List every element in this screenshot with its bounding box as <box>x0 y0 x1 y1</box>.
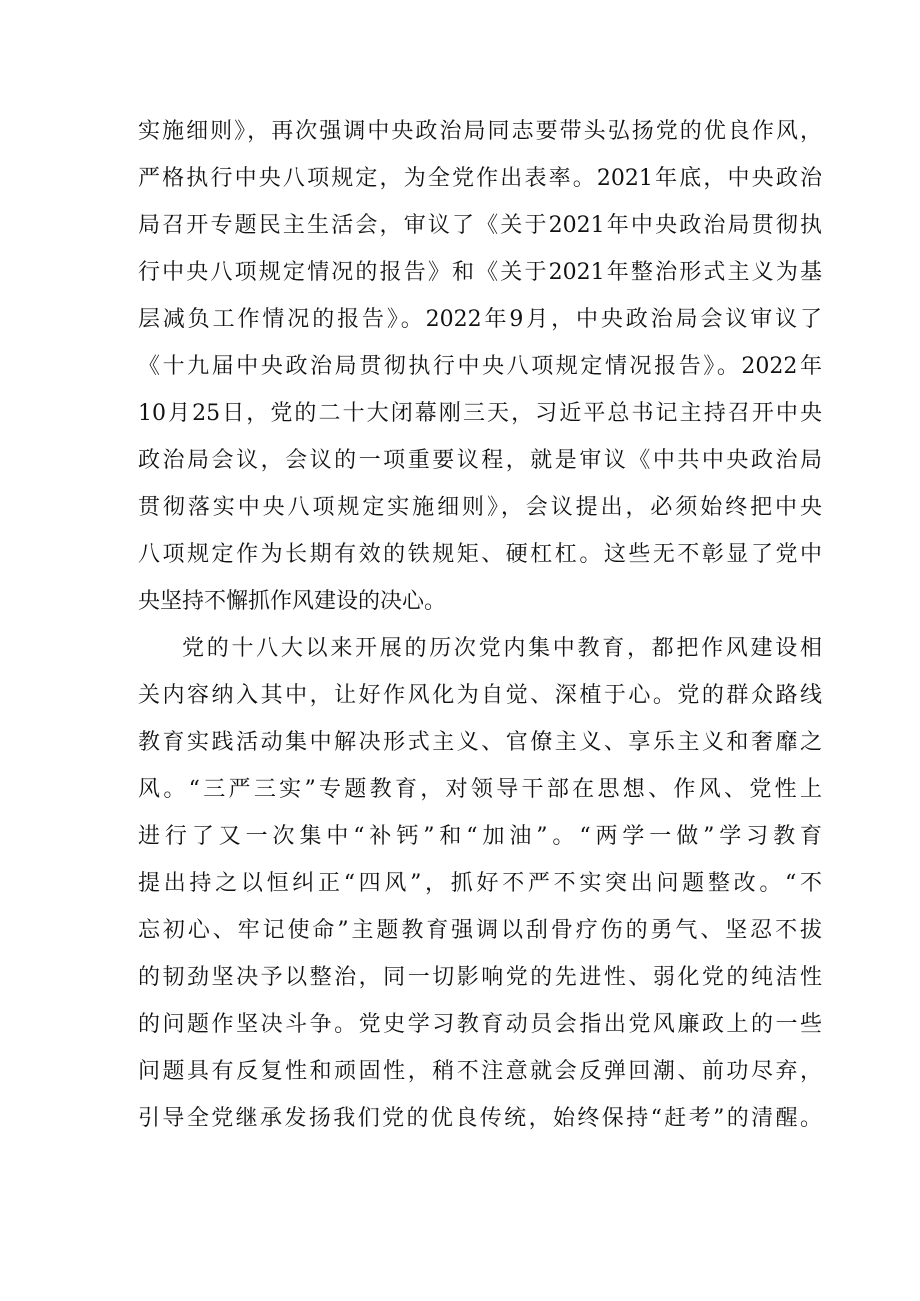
text-line: 央坚持不懈抓作风建设的决心。 <box>138 589 447 614</box>
text-line: 实施细则》，再次强调中央政治局同志要带头弘扬党的优良作风， <box>138 119 822 144</box>
text-line: 层减负工作情况的报告》。2022年9月，中央政治局会议审议了 <box>138 307 822 332</box>
text-line: 《十九届中央政治局贯彻执行中央八项规定情况报告》。2022年 <box>138 354 822 379</box>
text-line: 贯彻落实中央八项规定实施细则》，会议提出，必须始终把中央 <box>138 495 822 520</box>
text-line: 提出持之以恒纠正“四风”，抓好不严不实突出问题整改。“不 <box>138 871 822 896</box>
text-line: 风。“三严三实”专题教育，对领导干部在思想、作风、党性上 <box>138 777 822 802</box>
text-line: 10月25日，党的二十大闭幕刚三天，习近平总书记主持召开中央 <box>138 401 822 426</box>
text-line: 严格执行中央八项规定，为全党作出表率。2021年底，中央政治 <box>138 166 822 191</box>
paragraph-2 <box>138 625 822 1142</box>
paragraph-1 <box>138 108 822 625</box>
text-line: 教育实践活动集中解决形式主义、官僚主义、享乐主义和奢靡之 <box>138 730 822 755</box>
text-line: 问题具有反复性和顽固性，稍不注意就会反弹回潮、前功尽弃， <box>138 1059 822 1084</box>
text-line: 政治局会议，会议的一项重要议程，就是审议《中共中央政治局 <box>138 448 822 473</box>
text-line: 进行了又一次集中“补钙”和“加油”。“两学一做”学习教育 <box>138 824 822 849</box>
text-line: 的韧劲坚决予以整治，同一切影响党的先进性、弱化党的纯洁性 <box>138 965 822 990</box>
text-line: 八项规定作为长期有效的铁规矩、硬杠杠。这些无不彰显了党中 <box>138 542 822 567</box>
document-body <box>138 108 822 1142</box>
text-line: 行中央八项规定情况的报告》和《关于2021年整治形式主义为基 <box>138 260 822 285</box>
text-line: 引导全党继承发扬我们党的优良传统，始终保持“赶考”的清醒。 <box>138 1106 822 1131</box>
text-line: 的问题作坚决斗争。党史学习教育动员会指出党风廉政上的一些 <box>138 1012 822 1037</box>
text-line: 局召开专题民主生活会，审议了《关于2021年中央政治局贯彻执 <box>138 213 822 238</box>
text-line: 关内容纳入其中，让好作风化为自觉、深植于心。党的群众路线 <box>138 683 822 708</box>
text-line: 党的十八大以来开展的历次党内集中教育，都把作风建设相 <box>182 636 822 661</box>
text-line: 忘初心、牢记使命”主题教育强调以刮骨疗伤的勇气、坚忍不拔 <box>138 918 822 943</box>
